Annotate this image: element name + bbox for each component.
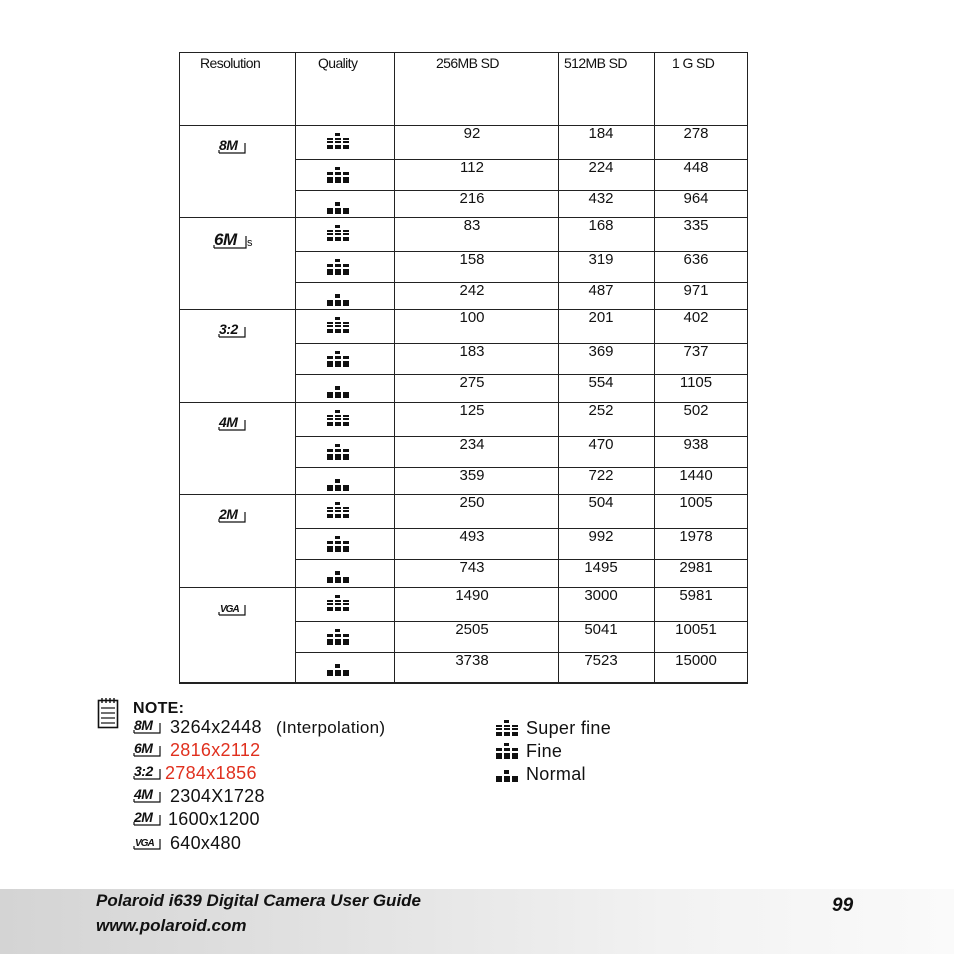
capacity-cell: 992 [588,528,614,545]
fine-quality-icon [326,536,350,558]
normal-quality-icon [326,660,350,682]
note-resolution-value: 2784x1856 [165,763,257,783]
super-fine-quality-icon [326,317,350,339]
capacity-cell: 158 [459,251,485,268]
capacity-cell: 278 [683,125,709,142]
capacity-cell: 448 [683,159,709,176]
svg-text:VGA: VGA [135,838,154,849]
capacity-cell: 5041 [584,621,618,638]
capacity-cell: 319 [588,251,614,268]
capacity-cell: 112 [460,159,484,176]
header-512mb: 512MB SD [564,55,627,71]
capacity-cell: 7523 [584,652,618,669]
fine-quality-icon [326,167,350,189]
note-resolution-value: 3264x2448 [170,717,262,737]
capacity-cell: 1978 [679,528,713,545]
capacity-cell: 3000 [584,587,618,604]
capacity-cell: 971 [683,282,709,299]
storage-capacity-table [179,52,748,683]
quality-label: Fine [526,741,563,761]
capacity-cell: 432 [588,190,614,207]
svg-text:8M: 8M [219,137,238,153]
8m-resolution-icon [217,137,247,159]
normal-quality-icon [326,382,350,404]
svg-text:8M: 8M [134,717,153,733]
note-resolution-value: 2304X1728 [170,786,265,806]
notepad-icon [97,697,119,729]
svg-text:6M: 6M [214,230,237,249]
svg-text:4M: 4M [219,414,238,430]
capacity-cell: 2505 [455,621,489,638]
3-2-resolution-icon [217,321,247,343]
capacity-cell: 1005 [679,494,713,511]
note-badge-2m-icon [132,809,162,831]
header-quality: Quality [318,55,358,71]
note-resolution-value: 2816x2112 [170,740,261,760]
capacity-cell: 2981 [679,559,713,576]
capacity-cell: 252 [588,402,614,419]
capacity-cell: 224 [588,159,614,176]
note-badge-4m-icon [132,786,162,808]
2m-resolution-icon [217,506,247,528]
header-resolution: Resolution [200,55,261,71]
capacity-cell: 92 [463,125,481,142]
capacity-cell: 335 [683,217,709,234]
capacity-cell: 250 [459,494,485,511]
capacity-cell: 242 [459,282,485,299]
capacity-cell: 201 [588,309,614,326]
capacity-cell: 722 [588,467,614,484]
super-fine-quality-icon [326,595,350,617]
capacity-cell: 359 [459,467,485,484]
capacity-cell: 15000 [675,652,717,669]
capacity-cell: 493 [459,528,485,545]
note-resolution-value: 1600x1200 [168,809,260,829]
note-title: NOTE: [133,700,185,717]
fine-quality-icon [326,351,350,373]
capacity-cell: 737 [683,343,709,360]
svg-text:3:2: 3:2 [219,321,238,337]
capacity-cell: 275 [459,374,485,391]
capacity-cell: 1495 [584,559,618,576]
header-1g: 1 G SD [672,55,715,71]
6m-resolution-icon [212,229,253,254]
svg-text:VGA: VGA [220,604,239,615]
capacity-cell: 504 [588,494,614,511]
capacity-cell: 636 [683,251,709,268]
super-fine-quality-icon [326,225,350,247]
capacity-cell: 502 [683,402,709,419]
capacity-cell: 743 [459,559,485,576]
header-256mb: 256MB SD [436,55,499,71]
capacity-cell: 487 [588,282,614,299]
page-footer [0,889,954,954]
note-badge-vga-icon [132,833,162,855]
capacity-cell: 234 [459,436,485,453]
svg-text:3:2: 3:2 [134,763,153,779]
capacity-cell: 10051 [675,621,717,638]
svg-text:2M: 2M [134,809,153,825]
note-badge-3-2-icon [132,763,162,785]
capacity-cell: 1490 [455,587,489,604]
capacity-cell: 125 [459,402,485,419]
capacity-cell: 216 [459,190,485,207]
capacity-cell: 554 [588,374,614,391]
super-fine-icon [495,720,519,742]
capacity-cell: 369 [588,343,614,360]
note-badge-8m-icon [132,717,162,739]
capacity-cell: 470 [588,436,614,453]
page-number: 99 [832,895,854,916]
normal-icon [495,766,519,788]
capacity-cell: 83 [463,217,481,234]
super-fine-quality-icon [326,502,350,524]
fine-quality-icon [326,444,350,466]
quality-label: Normal [526,764,586,784]
capacity-cell: 5981 [679,587,713,604]
super-fine-quality-icon [326,133,350,155]
fine-quality-icon [326,629,350,651]
capacity-cell: 168 [588,217,614,234]
note-resolution-value: 640x480 [170,833,242,853]
capacity-cell: 938 [683,436,709,453]
note-resolution-extra: (Interpolation) [276,718,386,737]
footer-url: www.polaroid.com [96,916,247,935]
capacity-cell: 184 [588,125,614,142]
note-badge-6m-icon [132,740,162,762]
super-fine-quality-icon [326,410,350,432]
capacity-cell: 183 [459,343,485,360]
capacity-cell: 3738 [455,652,489,669]
fine-icon [495,743,519,765]
4m-resolution-icon [217,414,247,436]
footer-title: Polaroid i639 Digital Camera User Guide [96,891,422,910]
normal-quality-icon [326,567,350,589]
svg-text:2M: 2M [219,506,238,522]
capacity-cell: 100 [459,309,485,326]
capacity-cell: 964 [683,190,709,207]
svg-text:4M: 4M [134,786,153,802]
fine-quality-icon [326,259,350,281]
capacity-cell: 1440 [679,467,713,484]
capacity-cell: 402 [683,309,709,326]
quality-label: Super fine [526,718,612,738]
capacity-cell: 1105 [679,374,713,391]
svg-text:6M: 6M [134,740,153,756]
vga-resolution-icon [217,599,247,621]
badge-suffix: s [247,237,253,249]
